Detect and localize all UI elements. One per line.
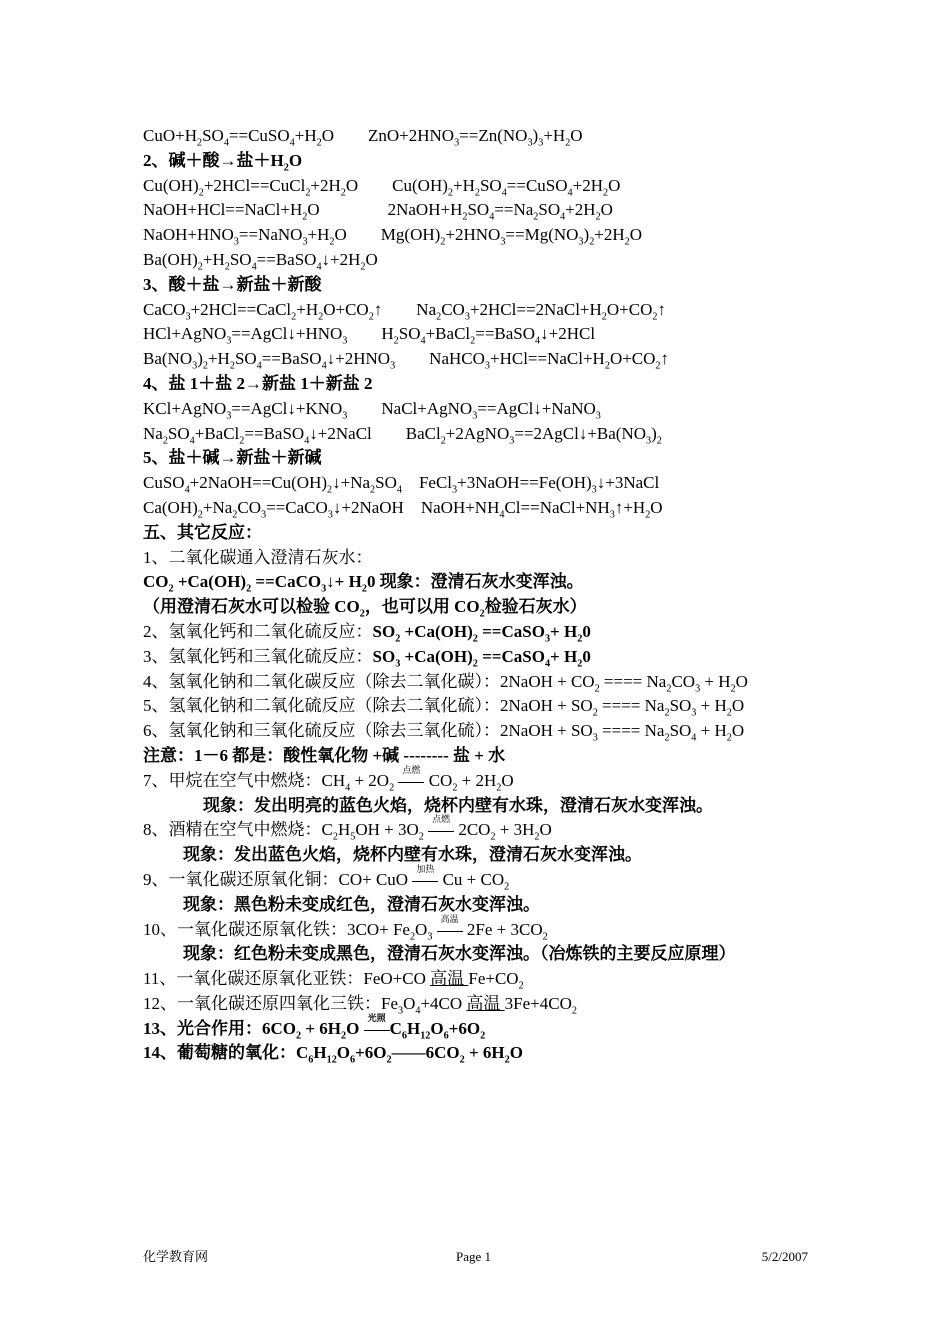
footer-site-name: 化学教育网	[143, 1249, 209, 1264]
section-heading: 5、盐＋碱→新盐＋新碱	[143, 448, 322, 468]
text-line: $CaCO_3+2HCl==CaCl_2+H_2O+CO_2↑$ $Na_2CO_3+2HCl==2NaCl+H_2O+CO_2↑$	[143, 299, 666, 322]
text-line: $Cu(OH)_2+2HCl==CuCl_2+2H_2O$ $Cu(OH)_2+H_2SO_4==CuSO_4+2H_2O$	[143, 175, 621, 198]
text-line: 4、氢氧化钠和二氧化碳反应（除去二氧化碳）：2NaOH + $CO_2$ ==== $Na_2CO_3 + H_2O$	[143, 671, 748, 694]
text-line: 10、一氧化碳还原氧化铁：$3CO+ Fe_2O_3$ 高温 $2Fe + 3CO_2$	[143, 913, 548, 942]
text-line: 13、光合作用：$6CO_2 + 6H_2O$ 光照 $C_6H_{12}O_6+6O_2$	[143, 1012, 486, 1042]
phenomenon-line: 现象：发出明亮的蓝色火焰，烧杯内壁有水珠，澄清石灰水变浑浊。	[203, 795, 713, 815]
text-line: 3、氢氧化钙和三氧化硫反应：$SO_3 +Ca(OH)_2$ ==CaSO$_4$+ $H_20$	[143, 646, 591, 670]
text-line: $CuSO_4+2NaOH==Cu(OH)_2↓+Na_2SO_4$ $FeCl_3+3NaOH==Fe(OH)_3↓+3NaCl$	[143, 473, 660, 496]
text-line: $Na_2SO_4+BaCl_2==BaSO_4↓+2NaCl$ $BaCl_2+2AgNO_3==2AgCl↓+Ba(NO_3)_2$	[143, 423, 662, 446]
text-line: 8、酒精在空气中燃烧：$C_2H_5OH + 3O_2$ 点燃 $2CO_2 + 3H_2O$	[143, 814, 552, 843]
text-line: $CuO+H_2SO_4==CuSO_4+H_2O$ $ZnO+2HNO_3==Zn(NO_3)_3+H_2O$	[143, 126, 583, 149]
text-line: 9、一氧化碳还原氧化铜：CO+ CuO 加热 $Cu + CO_2$	[143, 863, 510, 893]
text-line: 1、二氧化碳通入澄清石灰水：	[143, 547, 373, 567]
page-footer	[143, 1247, 808, 1267]
text-line: （用澄清石灰水可以检验 $CO_2$，也可以用 $CO_2$检验石灰水）	[143, 597, 587, 620]
section-heading: 五、其它反应：	[143, 522, 262, 542]
text-line: $NaOH+HNO_3==NaNO_3+H_2O$ $Mg(OH)_2+2HNO_3==Mg(NO_3)_2+2H_2O$	[143, 225, 643, 248]
phenomenon-line: 现象：黑色粉未变成红色，澄清石灰水变浑浊。	[183, 894, 540, 914]
footer-date: 5/2/2007	[761, 1249, 808, 1264]
text-line: $NaOH+HCl==NaCl+H_2O$ $2NaOH+H_2SO_4==Na_2SO_4+2H_2O$	[143, 200, 613, 223]
text-line: 12、一氧化碳还原四氧化三铁：$Fe_3O_4+4CO$ 高温 $3Fe+4CO_2$	[143, 993, 577, 1017]
text-line: 14、葡萄糖的氧化：$C_6H_{12}O_6+6O_2——6CO_2 + 6H_2O$	[143, 1043, 523, 1066]
section-heading: 4、盐 1＋盐 2→新盐 1＋新盐 2	[143, 373, 373, 393]
footer-page-number: Page 1	[456, 1249, 492, 1264]
text-line: $Ba(OH)_2+H_2SO_4==BaSO_4↓+2H_2O$	[143, 249, 378, 273]
text-line: 6、氢氧化钠和三氧化硫反应（除去三氧化硫）：2NaOH + $SO_3$ ==== $Na_2SO_4 + H_2O$	[143, 721, 745, 744]
text-line: $Ca(OH)_2+Na_2CO_3==CaCO_3↓+2NaOH$ $NaOH+NH_4Cl==NaCl+NH_3↑+H_2O$	[143, 497, 663, 521]
text-line: $Ba(NO_3)_2+H_2SO_4==BaSO_4↓+2HNO_3$ $NaHCO_3+HCl==NaCl+H_2O+CO_2↑$	[143, 349, 670, 372]
text-line: $KCl+AgNO_3==AgCl↓+KNO_3$ NaCl+AgNO$_3$==AgCl↓+NaNO$_3$	[143, 398, 601, 422]
text-line: 11、一氧化碳还原氧化亚铁：FeO+CO 高温 $Fe+CO_2$	[143, 969, 524, 992]
text-line: 7、甲烷在空气中燃烧：$CH_4 + 2O_2$ 点燃 $CO_2 + 2H_2O$	[143, 764, 514, 794]
document-body	[143, 124, 823, 1066]
section-heading: 2、碱＋酸→盐$+H_2O$	[143, 150, 303, 174]
text-line: $HCl+AgNO_3==AgCl↓+HNO_3$ $H_2SO_4+BaCl_2==BaSO_4↓+2HCl$	[143, 324, 596, 347]
note-line: 注意：1－6 都是：酸性氧化物 +碱 -------- 盐 + 水	[143, 745, 506, 765]
phenomenon-line: 现象：红色粉未变成黑色，澄清石灰水变浑浊。（冶炼铁的主要反应原理）	[183, 944, 736, 964]
section-heading: 3、酸＋盐→新盐＋新酸	[143, 274, 322, 294]
text-line: 5、氢氧化钠和二氧化硫反应（除去二氧化硫）：2NaOH + $SO_2$ ==== $Na_2SO_3 + H_2O$	[143, 696, 745, 719]
text-line: 2、氢氧化钙和二氧化硫反应：$SO_2 +Ca(OH)_2$ ==CaSO$_3$+ $H_20$	[143, 621, 591, 645]
text-line: $CO_2 +Ca(OH)_2$ ==CaCO$_3$↓+ $H_20$ 现象：澄清石灰水变浑浊。	[143, 572, 584, 595]
phenomenon-line: 现象：发出蓝色火焰，烧杯内壁有水珠，澄清石灰水变浑浊。	[183, 845, 642, 865]
